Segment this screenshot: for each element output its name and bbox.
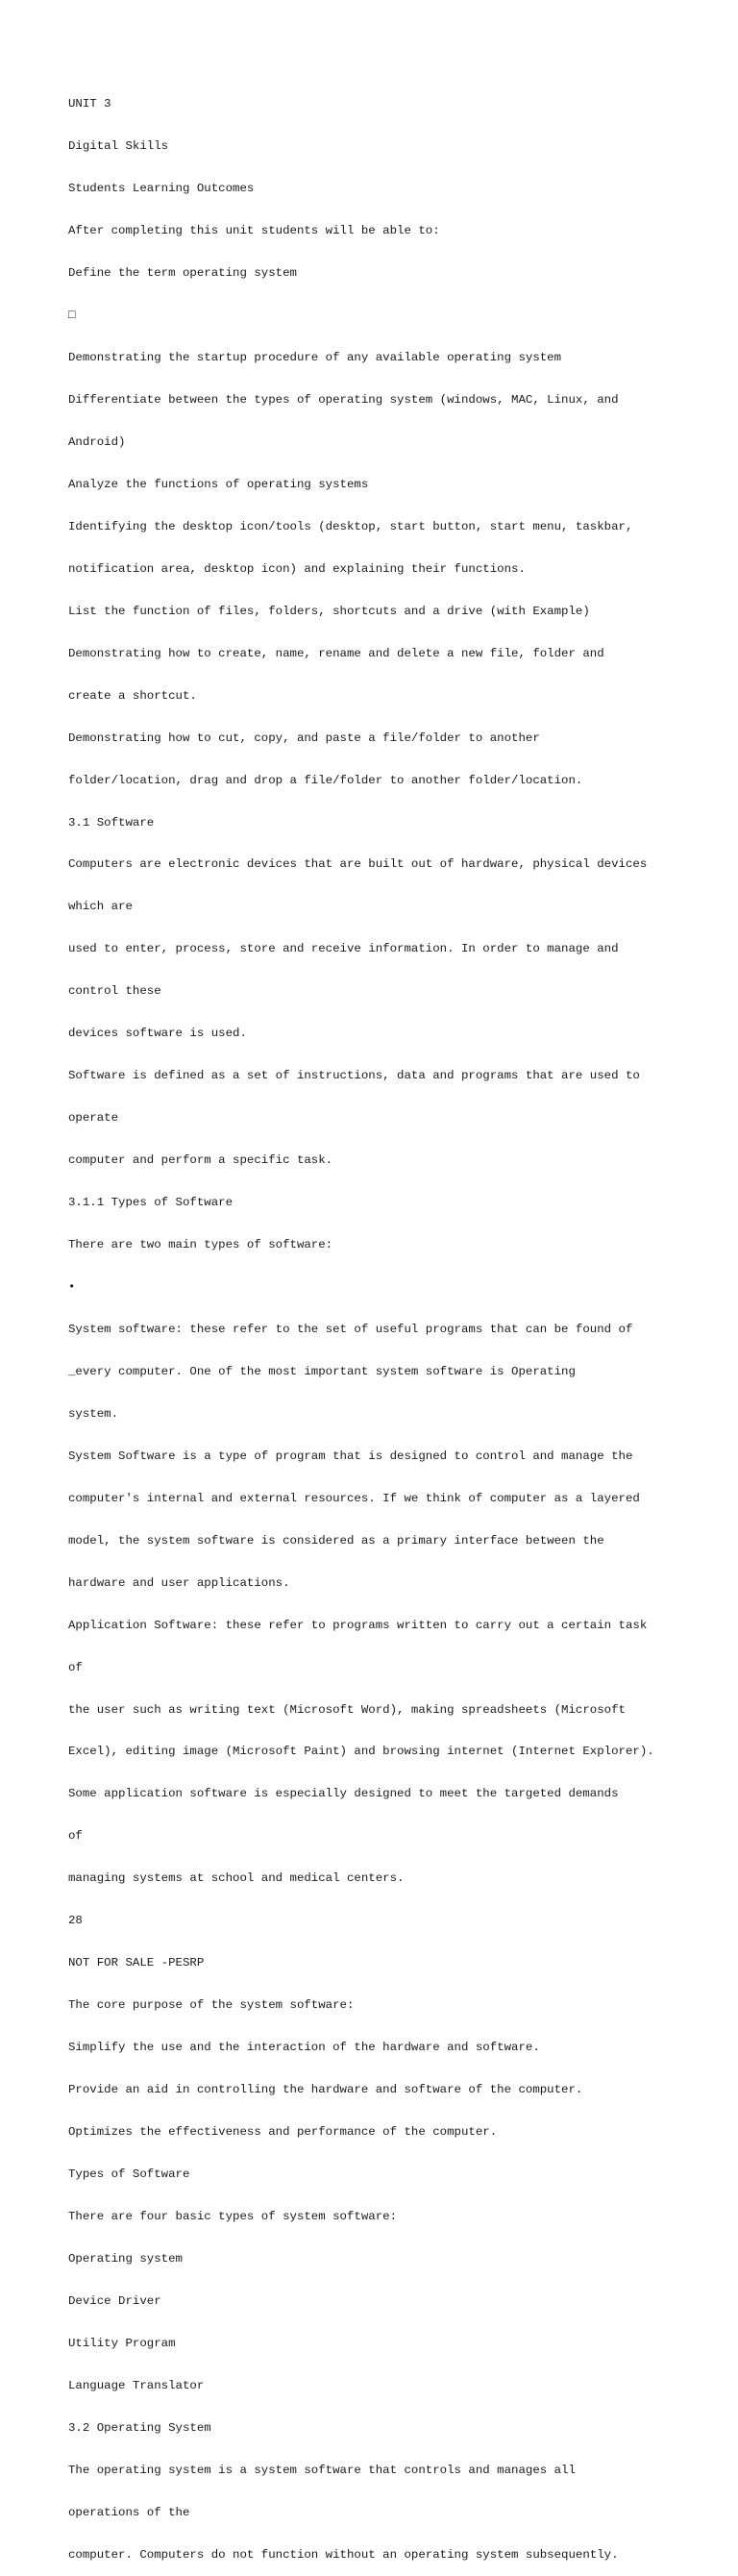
text-line: Application Software: these refer to programs written to carry out a certain task [68, 1618, 648, 1632]
text-line: computer's internal and external resources. If we think of computer as a layered [68, 1491, 640, 1505]
text-line: Identifying the desktop icon/tools (desktop, start button, start menu, taskbar, [68, 519, 633, 533]
text-line: Utility Program [68, 2336, 176, 2350]
text-line: notification area, desktop icon) and explaining their functions. [68, 561, 526, 576]
text-line: • [68, 1280, 76, 1294]
text-line: Language Translator [68, 2378, 205, 2392]
text-line: create a shortcut. [68, 688, 197, 703]
page-number: 28 [68, 1914, 83, 1928]
text-line: □ [68, 309, 76, 323]
text-line: Types of Software [68, 2167, 190, 2182]
text-line: System Software is a type of program that is designed to control and manage the [68, 1449, 633, 1463]
text-line: Demonstrating how to cut, copy, and paste a file/folder to another [68, 731, 540, 745]
text-line: which are [68, 900, 133, 914]
text-line: Students Learning Outcomes [68, 182, 255, 196]
text-line: System software: these refer to the set of useful programs that can be found of [68, 1322, 633, 1336]
text-line: UNIT 3 [68, 97, 111, 111]
text-line: 3.1.1 Types of Software [68, 1196, 234, 1210]
text-line: Optimizes the effectiveness and performance of the computer. [68, 2125, 498, 2140]
text-line: _every computer. One of the most important system software is Operating [68, 1364, 576, 1378]
text-line: Some application software is especially designed to meet the targeted demands [68, 1787, 619, 1801]
text-line: Excel), editing image (Microsoft Paint) and browsing internet (Internet Explorer). [68, 1745, 654, 1759]
text-line: hardware and user applications. [68, 1575, 290, 1590]
text-line: of [68, 1660, 83, 1674]
text-line: Simplify the use and the interaction of the hardware and software. [68, 2041, 540, 2055]
text-line: model, the system software is considered as a primary interface between the [68, 1533, 604, 1548]
text-line: managing systems at school and medical centers. [68, 1871, 405, 1886]
text-line: system. [68, 1406, 119, 1421]
text-line: 3.2 Operating System [68, 2420, 211, 2435]
text-line: the user such as writing text (Microsoft Word), making spreadsheets (Microsoft [68, 1702, 626, 1717]
document-body [68, 69, 731, 2576]
text-line: 3.1 Software [68, 815, 155, 830]
text-line: control these [68, 984, 161, 999]
text-line: Operating system [68, 2251, 183, 2266]
text-line: Demonstrating the startup procedure of any available operating system [68, 351, 562, 365]
footer-notice: NOT FOR SALE -PESRP [68, 1956, 205, 1970]
text-line: List the function of files, folders, shortcuts and a drive (with Example) [68, 604, 590, 618]
text-line: Android) [68, 434, 126, 449]
text-line: operations of the [68, 2505, 190, 2519]
text-line: The operating system is a system software that controls and manages all [68, 2463, 576, 2477]
text-line: Provide an aid in controlling the hardware and software of the computer. [68, 2083, 583, 2097]
text-line: Demonstrating how to create, name, rename and delete a new file, folder and [68, 646, 604, 660]
text-line: Digital Skills [68, 139, 169, 154]
text-line: There are four basic types of system software: [68, 2209, 398, 2223]
text-line: Analyze the functions of operating systems [68, 477, 369, 491]
text-line: After completing this unit students will be able to: [68, 224, 440, 238]
text-line: Computers are electronic devices that are built out of hardware, physical devices [68, 857, 648, 872]
text-line: computer. Computers do not function without an operating system subsequently. [68, 2547, 619, 2562]
text-line: devices software is used. [68, 1027, 247, 1041]
text-line: There are two main types of software: [68, 1238, 333, 1252]
text-line: of [68, 1829, 83, 1844]
text-line: computer and perform a specific task. [68, 1153, 333, 1168]
text-line: folder/location, drag and drop a file/folder to another folder/location. [68, 773, 583, 787]
text-line: operate [68, 1111, 119, 1126]
text-line: used to enter, process, store and receive information. In order to manage and [68, 942, 619, 956]
text-line: The core purpose of the system software: [68, 1998, 355, 2013]
text-line: Device Driver [68, 2293, 161, 2308]
text-line: Software is defined as a set of instructions, data and programs that are used to [68, 1069, 640, 1083]
text-line: Differentiate between the types of operating system (windows, MAC, Linux, and [68, 392, 619, 407]
text-line: Define the term operating system [68, 266, 297, 281]
